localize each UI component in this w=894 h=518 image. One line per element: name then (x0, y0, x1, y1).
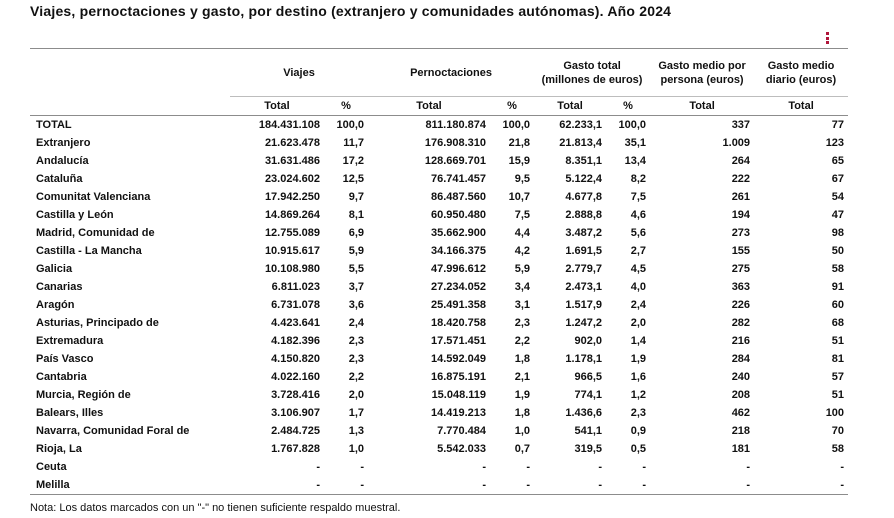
table-cell: - (606, 476, 650, 495)
table-row (30, 368, 848, 386)
table-cell: 4.677,8 (565, 191, 603, 203)
table-cell: - (642, 461, 647, 473)
table-cell: 62.233,1 (559, 119, 603, 131)
table-cell: 1,3 (348, 425, 365, 437)
table-cell: 8,2 (630, 173, 647, 185)
table-cell: 3,1 (514, 299, 531, 311)
table-cell: 4,6 (630, 209, 647, 221)
table-cell: 21.813,4 (559, 137, 603, 149)
table-cell: 774,1 (574, 389, 603, 401)
table-row (30, 332, 848, 350)
table-cell: 60.950.480 (430, 209, 487, 221)
table-row (30, 314, 848, 332)
table-cell: 68 (831, 317, 845, 329)
table-cell: - (324, 476, 368, 495)
table-cell: 1,0 (514, 425, 531, 437)
row-label: Rioja, La (36, 443, 82, 455)
table-cell: 1,8 (514, 353, 531, 365)
subheader-cell: Total (368, 97, 490, 116)
table-cell: 3.728.416 (271, 389, 320, 401)
subheader-cell: Total (650, 97, 754, 116)
table-cell: 7,5 (514, 209, 531, 221)
table-cell: 261 (731, 191, 751, 203)
table-cell: 4,4 (514, 227, 531, 239)
table-cell: 216 (731, 335, 751, 347)
table-cell: 12,5 (342, 173, 365, 185)
table-cell: 128.669.701 (424, 155, 487, 167)
table-cell: 10.915.617 (264, 245, 320, 257)
row-label: Andalucía (36, 155, 89, 167)
row-label: Cataluña (36, 173, 83, 185)
table-cell: 25.491.358 (430, 299, 487, 311)
header-row-groups (30, 49, 848, 97)
table-row (30, 422, 848, 440)
table-cell: 15,9 (508, 155, 531, 167)
table-cell: 5,9 (514, 263, 531, 275)
table-cell: 3,6 (348, 299, 365, 311)
table-cell: - (230, 476, 324, 495)
table-cell: 10,7 (508, 191, 531, 203)
row-label: Extremadura (36, 335, 104, 347)
table-cell: 7.770.484 (437, 425, 487, 437)
table-cell: 184.431.108 (258, 119, 320, 131)
subheader-empty-cell (30, 97, 230, 116)
footnote: Nota: Los datos marcados con un "-" no tienen suficiente respaldo muestral. (30, 502, 401, 514)
header-gasto-medio-diario: Gasto medio diario (euros) (754, 49, 848, 97)
table-cell: 81 (831, 353, 845, 365)
table-cell: 1,6 (630, 371, 647, 383)
table-cell: - (482, 461, 487, 473)
table-cell: 8,1 (348, 209, 365, 221)
table-cell: 273 (731, 227, 751, 239)
table-cell: 2,0 (630, 317, 647, 329)
table-row (30, 386, 848, 404)
table-cell: 181 (731, 443, 751, 455)
table-cell: 47 (831, 209, 845, 221)
table-row (30, 404, 848, 422)
table-cell: 222 (731, 173, 751, 185)
table-cell: 2,3 (348, 335, 365, 347)
table-row (30, 458, 848, 476)
row-label: Melilla (30, 476, 230, 495)
table-cell: 51 (831, 335, 845, 347)
header-gasto-total: Gasto total (millones de euros) (534, 49, 650, 97)
table-cell: 100,0 (336, 119, 365, 131)
table-cell: 0,9 (630, 425, 647, 437)
table-row (30, 152, 848, 170)
table-cell: - (526, 461, 531, 473)
table-cell: 4,0 (630, 281, 647, 293)
table-cell: - (534, 476, 606, 495)
row-label: Murcia, Región de (36, 389, 131, 401)
table-cell: 1.517,9 (565, 299, 603, 311)
table-cell: 811.180.874 (425, 119, 487, 131)
table-cell: 14.419.213 (430, 407, 487, 419)
table-cell: 1,0 (348, 443, 365, 455)
table-cell: 51 (831, 389, 845, 401)
table-cell: 76.741.457 (430, 173, 487, 185)
table-cell: 1.247,2 (565, 317, 603, 329)
table-cell: 5,9 (348, 245, 365, 257)
table-cell: 0,7 (514, 443, 531, 455)
table-row (30, 188, 848, 206)
row-label: Asturias, Principado de (36, 317, 159, 329)
table-cell: 7,5 (630, 191, 647, 203)
table-cell: 1.691,5 (565, 245, 603, 257)
table-cell: 4.182.396 (271, 335, 320, 347)
table-cell: 218 (731, 425, 751, 437)
row-label: Aragón (36, 299, 75, 311)
table-cell: 226 (731, 299, 751, 311)
table-row (30, 170, 848, 188)
table-cell: 123 (825, 137, 845, 149)
subheader-cell: % (606, 97, 650, 116)
subheader-cell: Total (754, 97, 848, 116)
row-label: Madrid, Comunidad de (36, 227, 155, 239)
table-cell: 1.009 (722, 137, 751, 149)
table-cell: 5,6 (630, 227, 647, 239)
table-cell: 2,2 (348, 371, 365, 383)
table-cell: 47.996.612 (430, 263, 487, 275)
table-cell: 1.767.828 (271, 443, 320, 455)
table-cell: 2,3 (348, 353, 365, 365)
table-cell: 16.875.191 (430, 371, 487, 383)
table-row (30, 242, 848, 260)
table-cell: 240 (731, 371, 751, 383)
table-cell: 35.662.900 (430, 227, 487, 239)
table-cell: 100 (825, 407, 845, 419)
table-row (30, 206, 848, 224)
table-cell: 5,5 (348, 263, 365, 275)
table-cell: 21,8 (508, 137, 531, 149)
table-cell: 0,5 (630, 443, 647, 455)
table-cell: 2,4 (630, 299, 647, 311)
table-cell: - (598, 461, 603, 473)
table-cell: 1.178,1 (565, 353, 603, 365)
table-row (30, 134, 848, 152)
table-cell: 54 (831, 191, 845, 203)
row-label: Extranjero (36, 137, 91, 149)
table-cell: 57 (831, 371, 845, 383)
table-row (30, 260, 848, 278)
table-cell: 60 (831, 299, 845, 311)
header-viajes: Viajes (230, 49, 368, 97)
table-cell: 18.420.758 (430, 317, 487, 329)
table-cell: 9,7 (348, 191, 365, 203)
table-cell: 194 (731, 209, 751, 221)
table-cell: 10.108.980 (264, 263, 320, 275)
table-cell: 337 (731, 119, 751, 131)
table-cell: 91 (831, 281, 845, 293)
row-label: Castilla - La Mancha (36, 245, 142, 257)
table-cell: 4,2 (514, 245, 531, 257)
table-cell: 17.942.250 (264, 191, 320, 203)
table-cell: - (650, 476, 754, 495)
table-cell: 6.811.023 (271, 281, 320, 293)
table-cell: - (754, 476, 848, 495)
table-body (30, 116, 848, 495)
header-empty-cell (30, 49, 230, 97)
table-cell: 9,5 (514, 173, 531, 185)
table-cell: 86.487.560 (430, 191, 487, 203)
row-label: Galicia (36, 263, 73, 275)
table-row (30, 476, 848, 495)
table-cell: 50 (831, 245, 845, 257)
table-cell: 67 (831, 173, 845, 185)
table-row (30, 440, 848, 458)
table-cell: 17.571.451 (430, 335, 487, 347)
table-cell: 5.542.033 (437, 443, 487, 455)
table-cell: 17,2 (342, 155, 365, 167)
row-label: País Vasco (36, 353, 94, 365)
table-cell: 1,9 (514, 389, 531, 401)
table-row (30, 116, 848, 135)
table-cell: - (840, 461, 845, 473)
table-row (30, 296, 848, 314)
row-label: Canarias (36, 281, 83, 293)
table-row (30, 224, 848, 242)
table-cell: 15.048.119 (431, 389, 487, 401)
table-cell: 3.487,2 (565, 227, 603, 239)
table-cell: - (316, 461, 320, 473)
data-table (30, 48, 848, 495)
table-cell: 23.024.602 (264, 173, 320, 185)
subheader-cell: % (490, 97, 534, 116)
table-cell: 4.423.641 (271, 317, 320, 329)
table-cell: 6.731.078 (271, 299, 320, 311)
table-cell: 3,4 (514, 281, 531, 293)
vertical-dots-icon[interactable] (826, 32, 830, 44)
table-cell: 2,3 (630, 407, 647, 419)
table-cell: 2,2 (514, 335, 531, 347)
table-row (30, 278, 848, 296)
table-cell: 3.106.907 (271, 407, 320, 419)
row-label: Cantabria (36, 371, 87, 383)
header-pernoctaciones: Pernoctaciones (368, 49, 534, 97)
row-label: Navarra, Comunidad Foral de (36, 425, 190, 437)
table-row (30, 350, 848, 368)
table-cell: 208 (731, 389, 751, 401)
table-cell: 35,1 (624, 137, 647, 149)
table-cell: 2,4 (348, 317, 365, 329)
table-cell: 2.473,1 (565, 281, 603, 293)
menu-dot (826, 41, 829, 44)
table-cell: 6,9 (348, 227, 365, 239)
table-cell: - (360, 461, 365, 473)
table-cell: 902,0 (574, 335, 603, 347)
page-title: Viajes, pernoctaciones y gasto, por destino (extranjero y comunidades autónomas). Año 2024 (30, 3, 672, 19)
row-label: Comunitat Valenciana (36, 191, 151, 203)
row-label: Balears, Illes (36, 407, 104, 419)
table-cell: 282 (731, 317, 751, 329)
table-cell: 27.234.052 (430, 281, 487, 293)
table-cell: 14.869.264 (264, 209, 320, 221)
table-cell: 284 (731, 353, 751, 365)
table-cell: 5.122,4 (565, 173, 603, 185)
table-cell: 77 (831, 119, 845, 131)
table-cell: 1,7 (348, 407, 365, 419)
table-cell: 1,8 (514, 407, 531, 419)
header-row-sub (30, 97, 848, 116)
table-cell: 12.755.089 (264, 227, 320, 239)
table-cell: 21.623.478 (264, 137, 320, 149)
table-cell: - (368, 476, 490, 495)
table-cell: 966,5 (574, 371, 603, 383)
subheader-cell: Total (230, 97, 324, 116)
menu-dot (826, 37, 829, 40)
table-cell: 2.888,8 (565, 209, 603, 221)
table-cell: 462 (731, 407, 751, 419)
table-cell: - (490, 476, 534, 495)
header-gasto-medio-persona: Gasto medio por persona (euros) (650, 49, 754, 97)
table-cell: 2,1 (514, 371, 531, 383)
row-label: Castilla y León (36, 209, 114, 221)
table-cell: 4.022.160 (271, 371, 320, 383)
table-cell: 275 (731, 263, 751, 275)
table-cell: 2,7 (630, 245, 647, 257)
table-cell: 100,0 (618, 119, 647, 131)
table-cell: 11,7 (343, 137, 365, 149)
table-cell: 4.150.820 (271, 353, 320, 365)
table-cell: 2,0 (348, 389, 365, 401)
row-label: TOTAL (36, 119, 72, 131)
table-cell: 1.436,6 (565, 407, 603, 419)
table-cell: 1,4 (630, 335, 647, 347)
subheader-cell: % (324, 97, 368, 116)
table-cell: 31.631.486 (264, 155, 320, 167)
table-cell: 100,0 (502, 119, 531, 131)
table-cell: 70 (831, 425, 845, 437)
table-cell: 1,9 (630, 353, 647, 365)
table-cell: 2.779,7 (565, 263, 603, 275)
table-cell: 8.351,1 (565, 155, 603, 167)
table-cell: 264 (731, 155, 751, 167)
row-label: Ceuta (36, 461, 67, 473)
table-cell: 13,4 (624, 155, 647, 167)
table-cell: 4,5 (630, 263, 647, 275)
table-cell: 541,1 (574, 425, 603, 437)
table-cell: 2.484.725 (271, 425, 320, 437)
table-cell: 1,2 (630, 389, 647, 401)
table-cell: 2,3 (514, 317, 531, 329)
table-cell: 155 (731, 245, 751, 257)
table-cell: 34.166.375 (430, 245, 487, 257)
subheader-cell: Total (534, 97, 606, 116)
table-cell: 98 (831, 227, 845, 239)
table-cell: 65 (831, 155, 845, 167)
menu-dot (826, 32, 829, 35)
table-cell: 58 (831, 443, 845, 455)
table-cell: 3,7 (348, 281, 365, 293)
table-cell: 319,5 (574, 443, 603, 455)
table-cell: - (746, 461, 751, 473)
table-cell: 14.592.049 (430, 353, 487, 365)
table-cell: 363 (731, 281, 751, 293)
table-cell: 176.908.310 (424, 137, 487, 149)
table-cell: 58 (831, 263, 845, 275)
